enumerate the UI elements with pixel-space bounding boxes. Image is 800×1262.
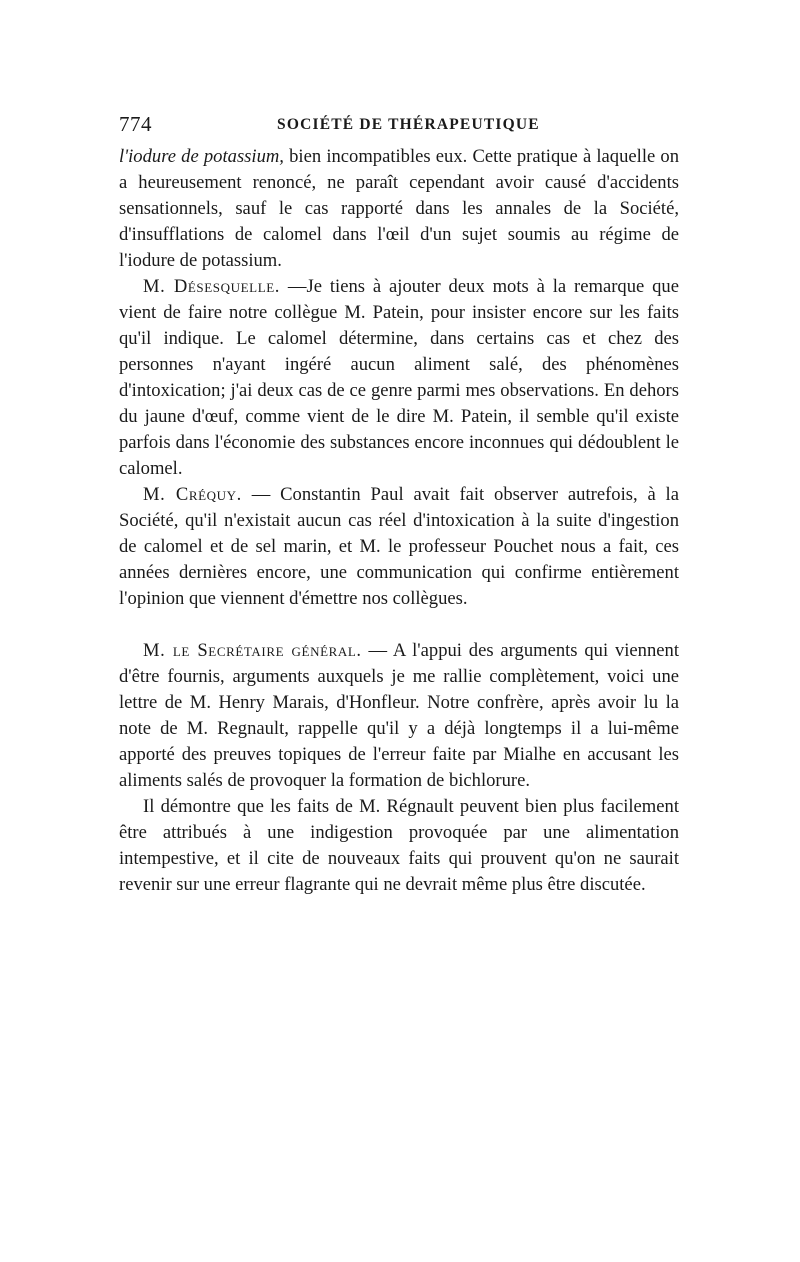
book-page <box>119 112 679 898</box>
paragraph-text: — A l'appui des arguments qui viennent d'être fournis, arguments auxquels je me rallie complètement, voici une lettre de M. Henry Marais, d'Honfleur. Notre confrère, après avoir lu la note de M. Regnault, rappelle qu'il y a déjà longtemps il a lui-même apporté des preuves topiques de l'erreur faite par Mialhe en accusant les aliments salés de provoquer la formation de bichlorure. <box>119 640 679 791</box>
paragraph-crequy <box>119 482 679 612</box>
speaker-name: M. le Secrétaire général. <box>143 640 362 661</box>
running-title: SOCIÉTÉ DE THÉRAPEUTIQUE <box>277 116 540 133</box>
paragraph-continuation <box>119 144 679 274</box>
paragraph-text: — Constantin Paul avait fait observer autrefois, à la Société, qu'il n'existait aucun cas réel d'intoxication à la suite d'ingestion de calomel et de sel marin, et M. le professeur Pouchet nous a fait, ces années dernières encore, une communication qui confirme entièrement l'opinion que viennent d'émettre nos collègues. <box>119 484 679 609</box>
speaker-name: M. Créquy. <box>143 484 242 505</box>
body-text <box>119 144 679 898</box>
paragraph-text: —Je tiens à ajouter deux mots à la remarque que vient de faire notre collègue M. Patein, pour insister encore sur les faits qu'il indique. Le calomel détermine, dans certains cas et chez des personnes n'ayant ingéré aucun aliment salé, des phénomènes d'intoxication; j'ai deux cas de ce genre parmi mes observations. En dehors du jaune d'œuf, comme vient de le dire M. Patein, il semble qu'il existe parfois dans l'économie des substances encore inconnues qui dédoublent le calomel. <box>119 276 679 479</box>
paragraph-text: Il démontre que les faits de M. Régnault peuvent bien plus facilement être attribués à une indigestion provoquée par une alimentation intempestive, et il cite de nouveaux faits qui prouvent qu'on ne saurait revenir sur une erreur flagrante qui ne devrait même plus être discutée. <box>119 796 679 895</box>
speaker-name: M. Désesquelle. <box>143 276 281 297</box>
paragraph-desesquelle <box>119 274 679 482</box>
page-header <box>119 112 679 138</box>
paragraph-lead-italic: l'iodure de potassium, <box>119 146 284 167</box>
paragraph-secretaire-general <box>119 638 679 794</box>
paragraph-conclusion <box>119 794 679 898</box>
paragraph-text: bien incompatibles eux. Cette pratique à laquelle on a heureusement renoncé, ne paraît cependant avoir causé d'accidents sensationnels, sauf le cas rapporté dans les annales de la Société, d'insufflations de calomel dans l'œil d'un sujet soumis au régime de l'iodure de potassium. <box>119 146 680 271</box>
page-number: 774 <box>119 112 152 136</box>
